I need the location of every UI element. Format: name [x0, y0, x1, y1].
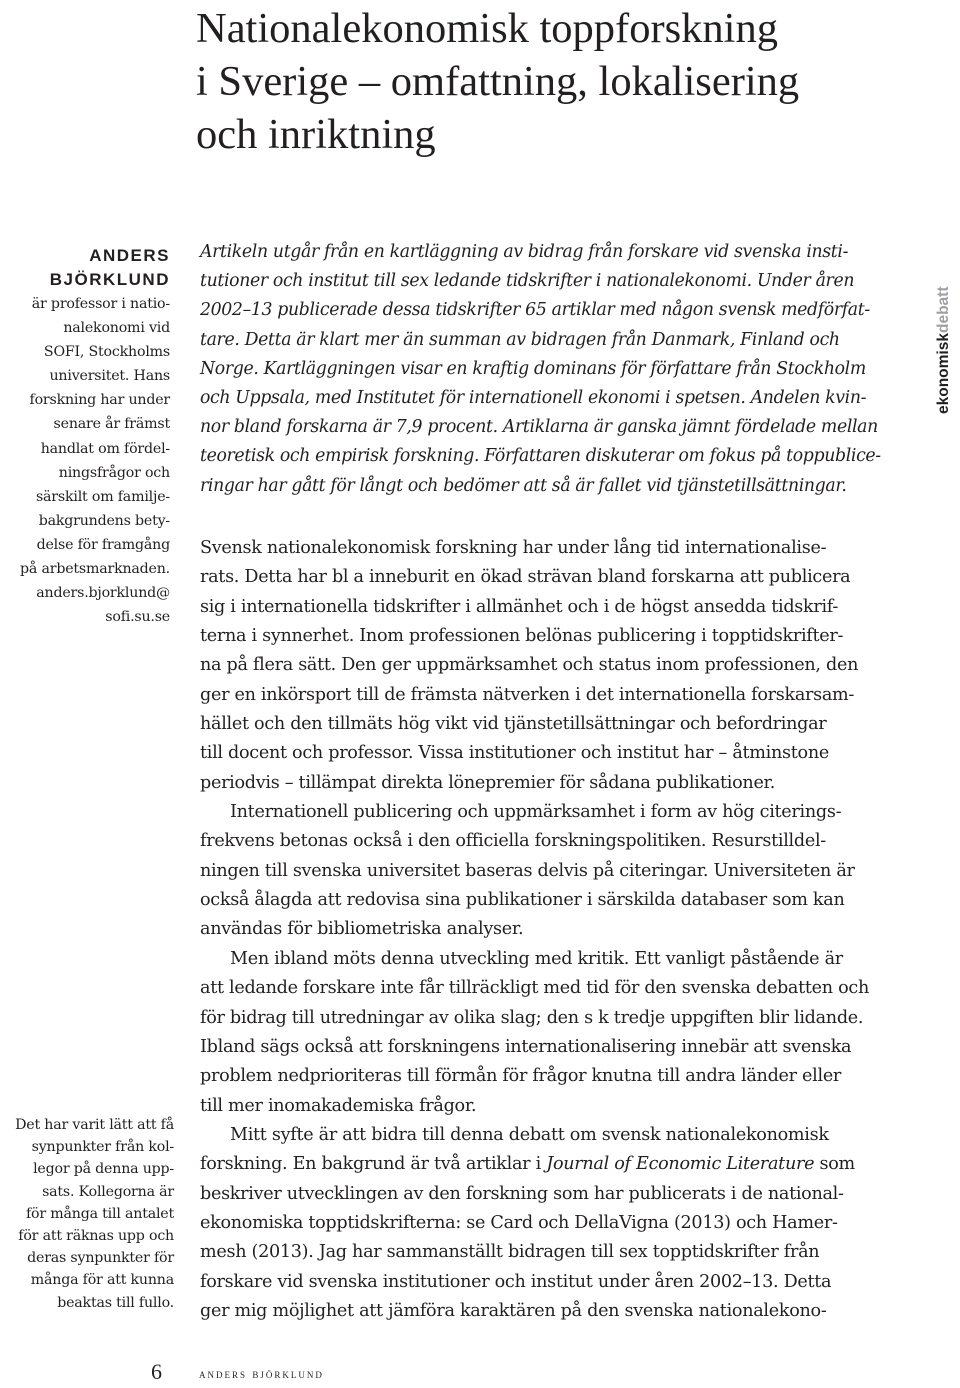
body-line: också ålagda att redovisa sina publikationer i särskilda databaser som kan — [200, 890, 845, 911]
body-line: ekonomiska topptidskrifterna: se Card och DellaVigna (2013) och Hamer- — [200, 1212, 838, 1233]
author-bio-line: delse för framgång — [36, 536, 170, 553]
body-line: rats. Detta har bl a inneburit en ökad strävan bland forskarna att publicera — [200, 567, 851, 588]
author-sidebar — [8, 244, 170, 629]
body-line: beskriver utvecklingen av den forskning som har publicerats i de national- — [200, 1183, 844, 1204]
publication-logo — [930, 246, 954, 416]
body-line: ger mig möjlighet att jämföra karaktären på den svenska nationalekono- — [200, 1300, 827, 1321]
body-paragraph — [200, 534, 912, 798]
article-lead — [200, 238, 912, 501]
body-line: problem nedprioriteras till förmån för frågor knutna till andra länder eller — [200, 1066, 842, 1087]
lead-line: och Uppsala, med Institutet för internationell ekonomi i spetsen. Andelen kvin- — [200, 388, 867, 409]
author-bio-line: särskilt om familje- — [35, 488, 170, 505]
page-number: 6 — [151, 1359, 162, 1384]
article-body — [200, 534, 912, 1326]
author-bio-line: universitet. Hans — [49, 368, 170, 385]
body-line: till mer inomakademiska frågor. — [200, 1095, 477, 1116]
body-line: att ledande forskare inte får tillräckligt med tid för den svenska debatten och — [200, 978, 869, 999]
note-line: sats. Kollegorna är — [42, 1183, 174, 1200]
body-line: terna i synnerhet. Inom professionen belönas publicering i topptidskrifter- — [200, 626, 844, 647]
author-bio-line: är professor i natio- — [31, 296, 170, 312]
lead-line: Norge. Kartläggningen visar en kraftig dominans för författare från Stockholm — [200, 358, 866, 379]
note-line: synpunkter från kol- — [31, 1139, 174, 1156]
author-name-line: BJÖRKLUND — [49, 270, 170, 289]
note-line: Det har varit lätt att få — [15, 1117, 174, 1133]
lead-line: 2002–13 publicerade dessa tidskrifter 65 artiklar med någon svensk medförfat- — [200, 300, 870, 321]
body-line: hället och den tillmäts hög vikt vid tjänstetillsättningar och befordringar — [200, 714, 827, 735]
lead-line: teoretisk och empirisk forskning. Författaren diskuterar om fokus på toppublice- — [200, 446, 881, 467]
title-line: och inriktning — [196, 111, 436, 158]
title-line: Nationalekonomisk toppforskning — [196, 5, 778, 52]
author-bio-line: på arbetsmarknaden. — [20, 561, 170, 578]
body-line: sig i internationella tidskrifter i allmänhet och i de högst ansedda tidskrif- — [200, 596, 839, 617]
body-line: Mitt syfte är att bidra till denna debatt om svensk nationalekonomisk — [230, 1124, 829, 1145]
lead-line: tare. Detta är klart mer än summan av bidragen från Danmark, Finland och — [200, 329, 840, 350]
logo-part-2: debatt — [935, 286, 952, 334]
author-bio-line: forskning har under — [29, 392, 170, 409]
body-line: Ibland sägs också att forskningens internationalisering innebär att svenska — [200, 1036, 852, 1057]
lead-line: tutioner och institut till sex ledande tidskrifter i nationalekonomi. Under åren — [200, 271, 855, 292]
body-line: ningen till svenska universitet baseras delvis på citeringar. Universiteten är — [200, 860, 855, 881]
body-paragraph — [200, 945, 912, 1121]
note-line: legor på denna upp- — [33, 1161, 174, 1178]
note-line: många för att kunna — [30, 1272, 174, 1289]
author-name — [8, 244, 170, 292]
lead-line: Artikeln utgår från en kartläggning av bidrag från forskare vid svenska insti- — [200, 242, 849, 262]
acknowledgement-note — [4, 1114, 174, 1314]
lead-line: ringar har gått för långt och bedömer att så är fallet vid tjänstetillsättningar. — [200, 475, 847, 496]
body-line: Svensk nationalekonomisk forskning har under lång tid internationalise- — [200, 538, 827, 558]
svg-text:ekonomiskdebatt — [935, 287, 952, 414]
note-line: beaktas till fullo. — [57, 1294, 174, 1311]
author-bio — [8, 292, 170, 629]
body-line: Men ibland möts denna utveckling med kritik. Ett vanligt påstående är — [230, 948, 843, 969]
note-line: deras synpunkter för — [27, 1250, 174, 1267]
publication-logo-graphic — [930, 246, 954, 416]
body-line: användas för bibliometriska analyser. — [200, 919, 524, 940]
journal-title: Journal of Economic Literature — [546, 1154, 815, 1175]
author-bio-line: bakgrundens bety- — [38, 512, 170, 529]
running-head: anders björklund — [199, 1366, 324, 1381]
author-bio-line: senare år främst — [53, 416, 170, 433]
article-title — [196, 2, 936, 161]
body-line: forskning. En bakgrund är två artiklar i Journal of Economic Literature som — [200, 1154, 855, 1175]
author-email-line[interactable]: anders.bjorklund@ — [36, 585, 170, 602]
body-line: Internationell publicering och uppmärksamhet i form av hög citerings- — [230, 802, 842, 823]
body-line: till docent och professor. Vissa institutioner och institut har – åtminstone — [200, 743, 829, 764]
author-bio-line: handlat om fördel- — [40, 440, 170, 457]
lead-line: nor bland forskarna är 7,9 procent. Artiklarna är ganska jämnt fördelade mellan — [200, 417, 878, 438]
author-bio-line: ningsfrågor och — [58, 464, 170, 481]
title-line: i Sverige – omfattning, lokalisering — [196, 58, 800, 105]
author-name-line: ANDERS — [89, 246, 170, 265]
logo-part-1: ekonomisk — [935, 333, 952, 414]
note-line: för många till antalet — [26, 1205, 174, 1222]
note-line: för att räknas upp och — [18, 1228, 174, 1245]
author-bio-line: nalekonomi vid — [63, 320, 170, 337]
author-email-line[interactable]: sofi.su.se — [105, 609, 170, 626]
body-paragraph — [200, 798, 912, 945]
body-line: för bidrag till utredningar av olika slag; den s k tredje uppgiften blir lidande. — [200, 1007, 864, 1028]
body-line: forskare vid svenska institutioner och institut under åren 2002–13. Detta — [200, 1271, 832, 1292]
body-line: ger en inkörsport till de främsta nätverken i det internationella forskarsam- — [200, 684, 855, 705]
body-line: periodvis – tillämpat direkta lönepremier för sådana publikationer. — [200, 772, 776, 793]
body-line: mesh (2013). Jag har sammanställt bidragen till sex topptidskrifter från — [200, 1242, 820, 1263]
body-line: na på flera sätt. Den ger uppmärksamhet och status inom professionen, den — [200, 655, 859, 676]
author-bio-line: SOFI, Stockholms — [43, 344, 170, 361]
body-paragraph — [200, 1121, 912, 1326]
body-line: frekvens betonas också i den officiella forskningspolitiken. Resurstilldel- — [200, 831, 826, 852]
